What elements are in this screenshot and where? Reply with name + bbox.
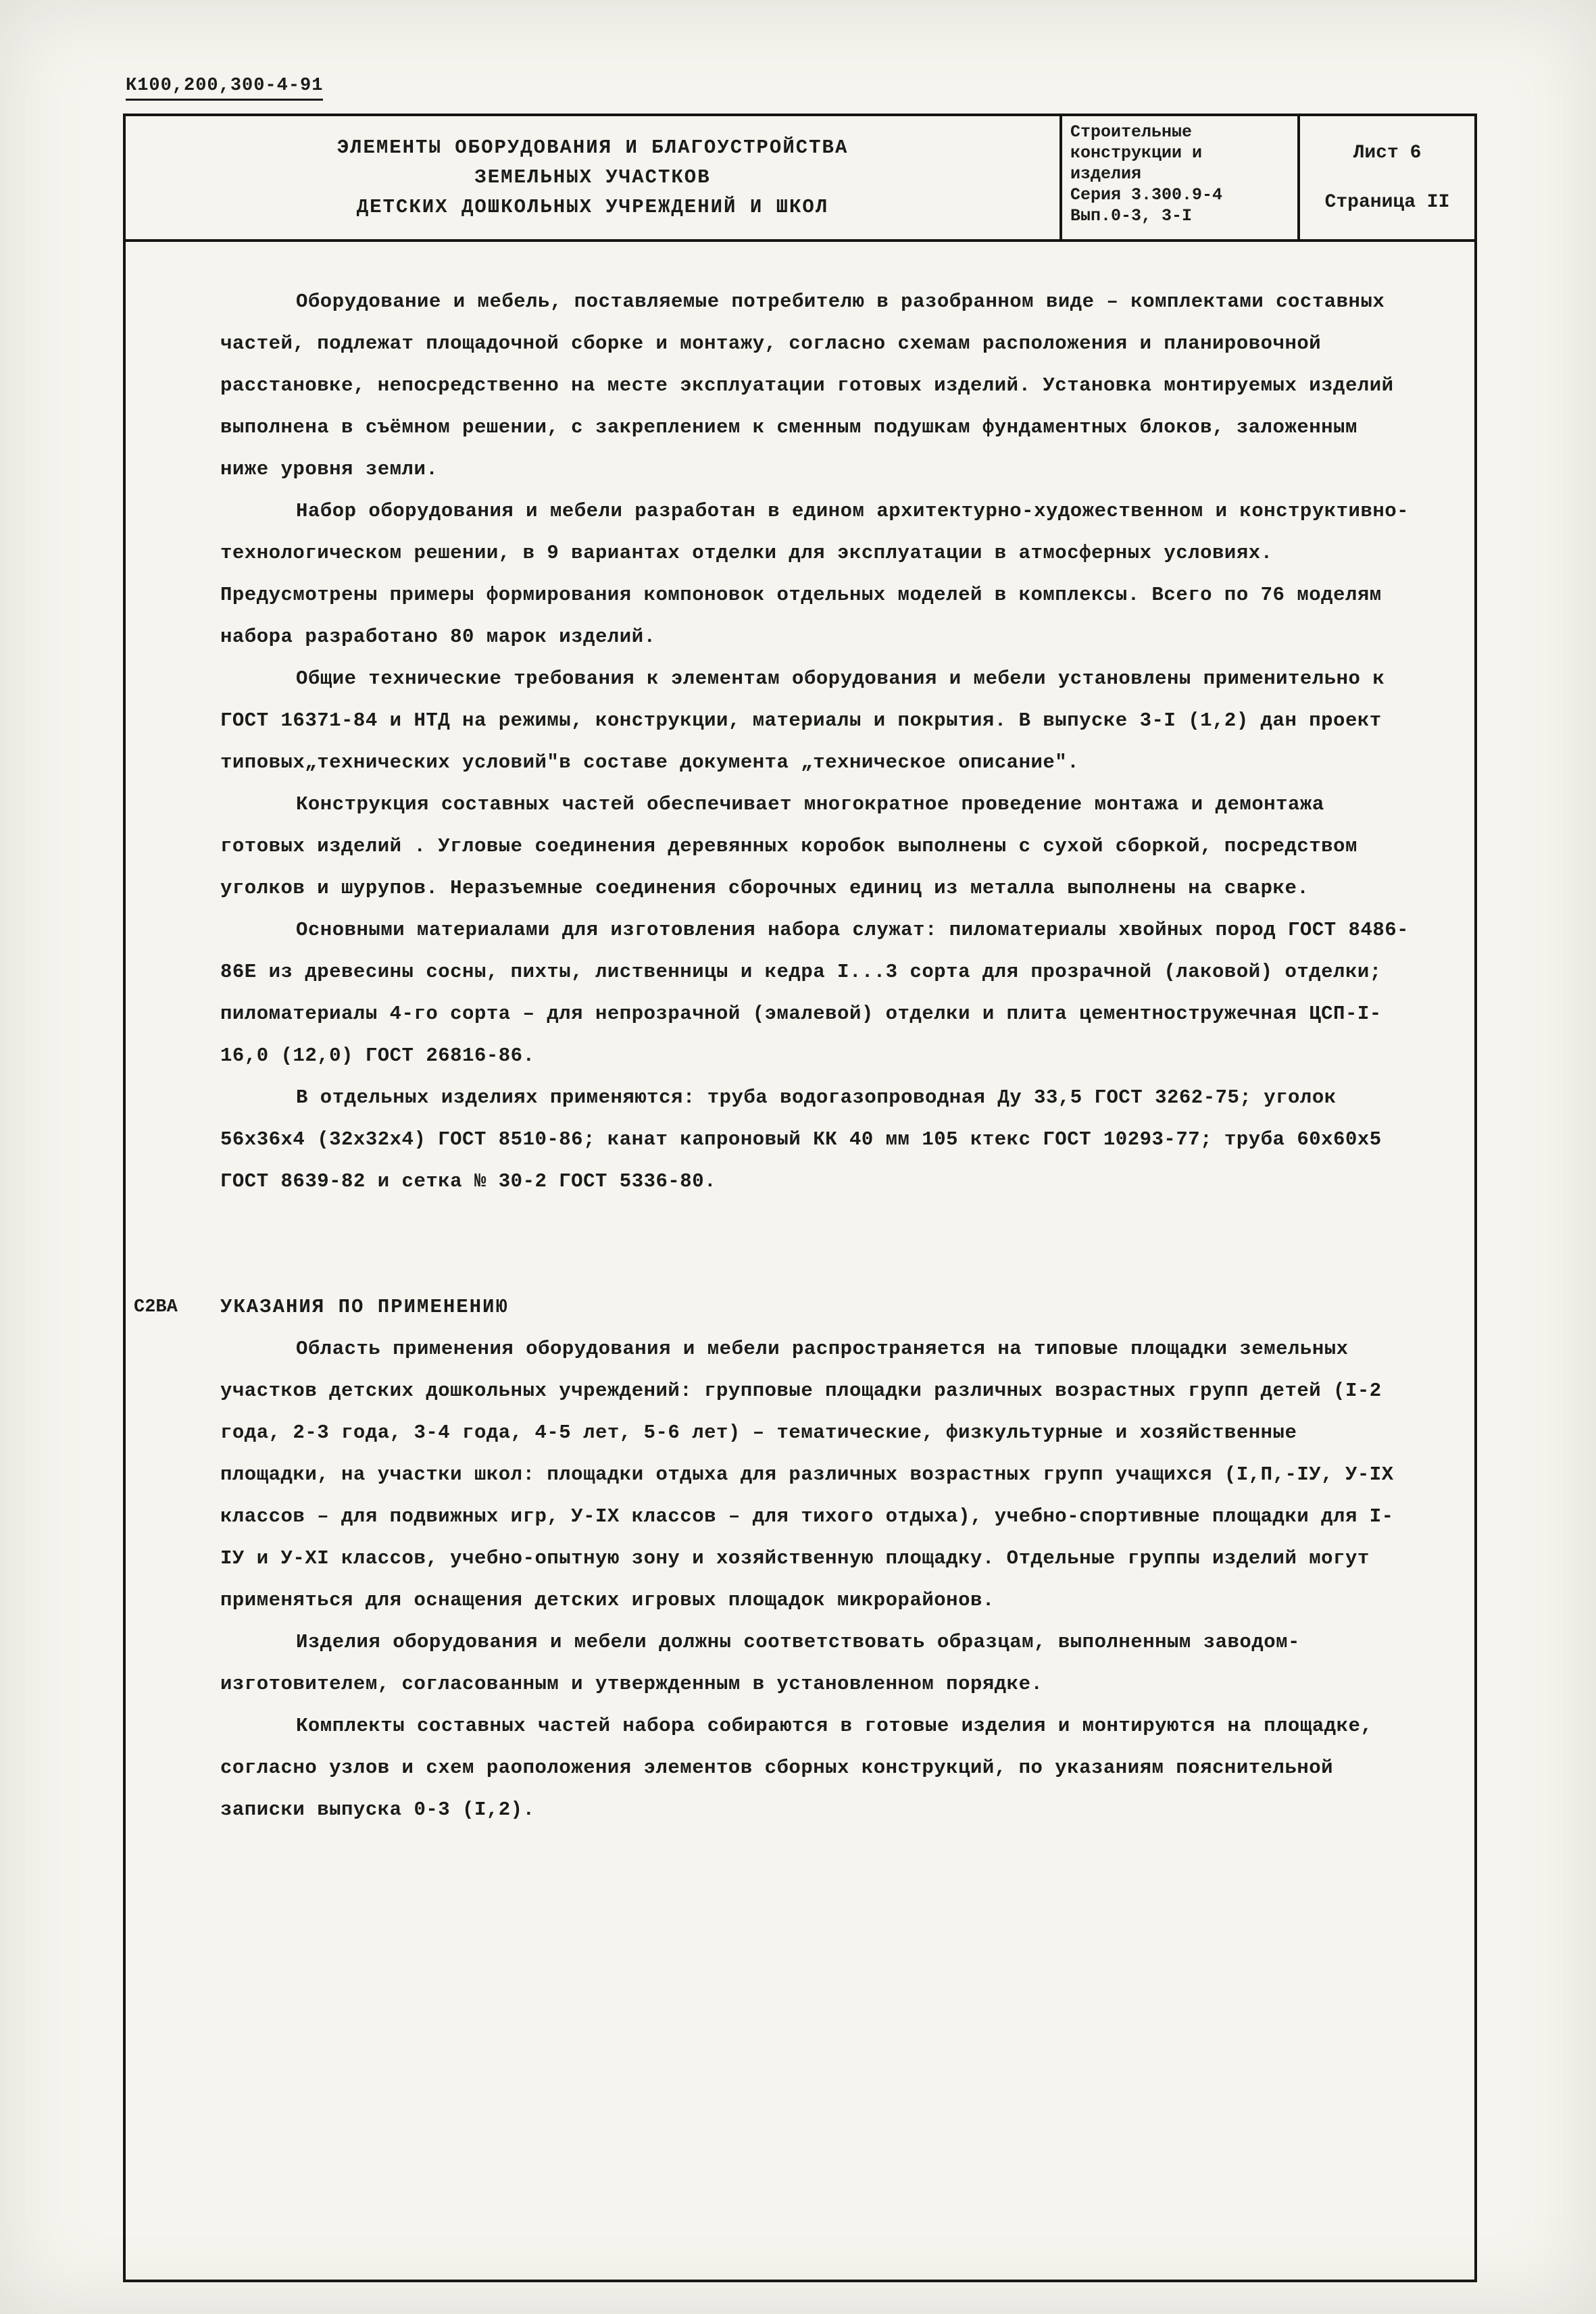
- series-cell: [1059, 116, 1297, 239]
- title-line-1: ЭЛЕМЕНТЫ ОБОРУДОВАНИЯ И БЛАГОУСТРОЙСТВА: [336, 136, 849, 159]
- paragraph-2: Набор оборудования и мебели разработан в едином архитектурно-художественном и конструктивно-технологическом решении, в 9 вариантах отделки для эксплуатации в атмосферных условиях. Предусмотрены примеры формирования компоновок отдельных моделей в комплексы. Всего по 76 моделям набора разработано 80 марок изделий.: [220, 500, 1410, 648]
- document-code: К100,200,300-4-91: [126, 76, 323, 101]
- document-frame: [123, 114, 1477, 2282]
- sheet-number: Лист 6: [1353, 143, 1422, 164]
- series-line-1: Строительные: [1070, 122, 1193, 142]
- section-heading-row: [134, 1286, 1418, 1328]
- title-line-2: ЗЕМЕЛЬНЫХ УЧАСТКОВ: [474, 166, 711, 188]
- series-line-2: конструкции и: [1070, 143, 1203, 163]
- series-number: Серия 3.300.9-4: [1070, 185, 1223, 205]
- paragraph-7: Область применения оборудования и мебели распространяется на типовые площадки земельных участков детских дошкольных учреждений: групповые площадки различных возрастных групп детей (I-2 года, 2-3 года, 3-4 года, 4-5 лет, 5-6 лет) – тематические, физкультурные и хозяйственные площадки, на участки школ: площадки отдыха для различных возрастных групп учащихся (I,П,-IУ, У-IX классов – для подвижных игр, У-IX классов – для тихого отдыха), учебно-спортивные площадки для I-IУ и У-XI классов, учебно-опытную зону и хозяйственную площадку. Отдельные группы изделий могут применяться для оснащения детских игровых площадок микрорайонов.: [220, 1338, 1394, 1611]
- paragraph-3: Общие технические требования к элементам оборудования и мебели установлены применительно к ГОСТ 16371-84 и НТД на режимы, конструкции, материалы и покрытия. В выпуске 3-I (1,2) дан проект типовых„технических условий"в составе документа „техническое описание".: [220, 668, 1385, 774]
- section-gap: [220, 1203, 1418, 1286]
- title-line-3: ДЕТСКИХ ДОШКОЛЬНЫХ УЧРЕЖДЕНИЙ И ШКОЛ: [356, 196, 829, 218]
- paragraph-4: Конструкция составных частей обеспечивает многократное проведение монтажа и демонтажа готовых изделий . Угловые соединения деревянных коробок выполнены с сухой сборкой, посредством уголков и шурупов. Неразъемные соединения сборочных единиц из металла выполнены на сварке.: [220, 793, 1357, 899]
- paragraph-6: В отдельных изделиях применяются: труба водогазопроводная Ду 33,5 ГОСТ 3262-75; уголок 56х36х4 (32х32х4) ГОСТ 8510-86; канат капроновый КК 40 мм 105 ктекс ГОСТ 10293-77; труба 60х60х5 ГОСТ 8639-82 и сетка № 30-2 ГОСТ 5336-80.: [220, 1086, 1382, 1192]
- paragraph-8: Изделия оборудования и мебели должны соответствовать образцам, выполненным заводом-изготовителем, согласованным и утвержденным в установленном порядке.: [220, 1631, 1300, 1695]
- title-block: [126, 116, 1474, 242]
- section-heading: УКАЗАНИЯ ПО ПРИМЕНЕНИЮ: [220, 1296, 509, 1318]
- issue-number: Вып.0-3, 3-I: [1070, 206, 1193, 226]
- paragraph-1: Оборудование и мебель, поставляемые потребителю в разобранном виде – комплектами составных частей, подлежат площадочной сборке и монтажу, согласно схемам расположения и планировочной расстановке, непосредственно на месте эксплуатации готовых изделий. Установка монтируемых изделий выполнена в съёмном решении, с закреплением к сменным подушкам фундаментных блоков, заложенным ниже уровня земли.: [220, 291, 1394, 480]
- margin-stamp: С2ВА: [134, 1297, 178, 1317]
- document-body: [126, 242, 1474, 1831]
- paragraph-9: Комплекты составных частей набора собираются в готовые изделия и монтируются на площадке, согласно узлов и схем раоположения элементов сборных конструкций, по указаниям пояснительной записки выпуска 0-3 (I,2).: [220, 1715, 1373, 1821]
- title-cell: [126, 116, 1059, 239]
- page-number: Страница II: [1324, 192, 1450, 213]
- series-line-3: изделия: [1070, 164, 1142, 184]
- sheet-cell: [1297, 116, 1474, 239]
- paragraph-5: Основными материалами для изготовления набора служат: пиломатериалы хвойных пород ГОСТ 8486-86Е из древесины сосны, пихты, лиственницы и кедра I...3 сорта для прозрачной (лаковой) отделки; пиломатериалы 4-го сорта – для непрозрачной (эмалевой) отделки и плита цементностружечная ЦСП-I-16,0 (12,0) ГОСТ 26816-86.: [220, 919, 1410, 1067]
